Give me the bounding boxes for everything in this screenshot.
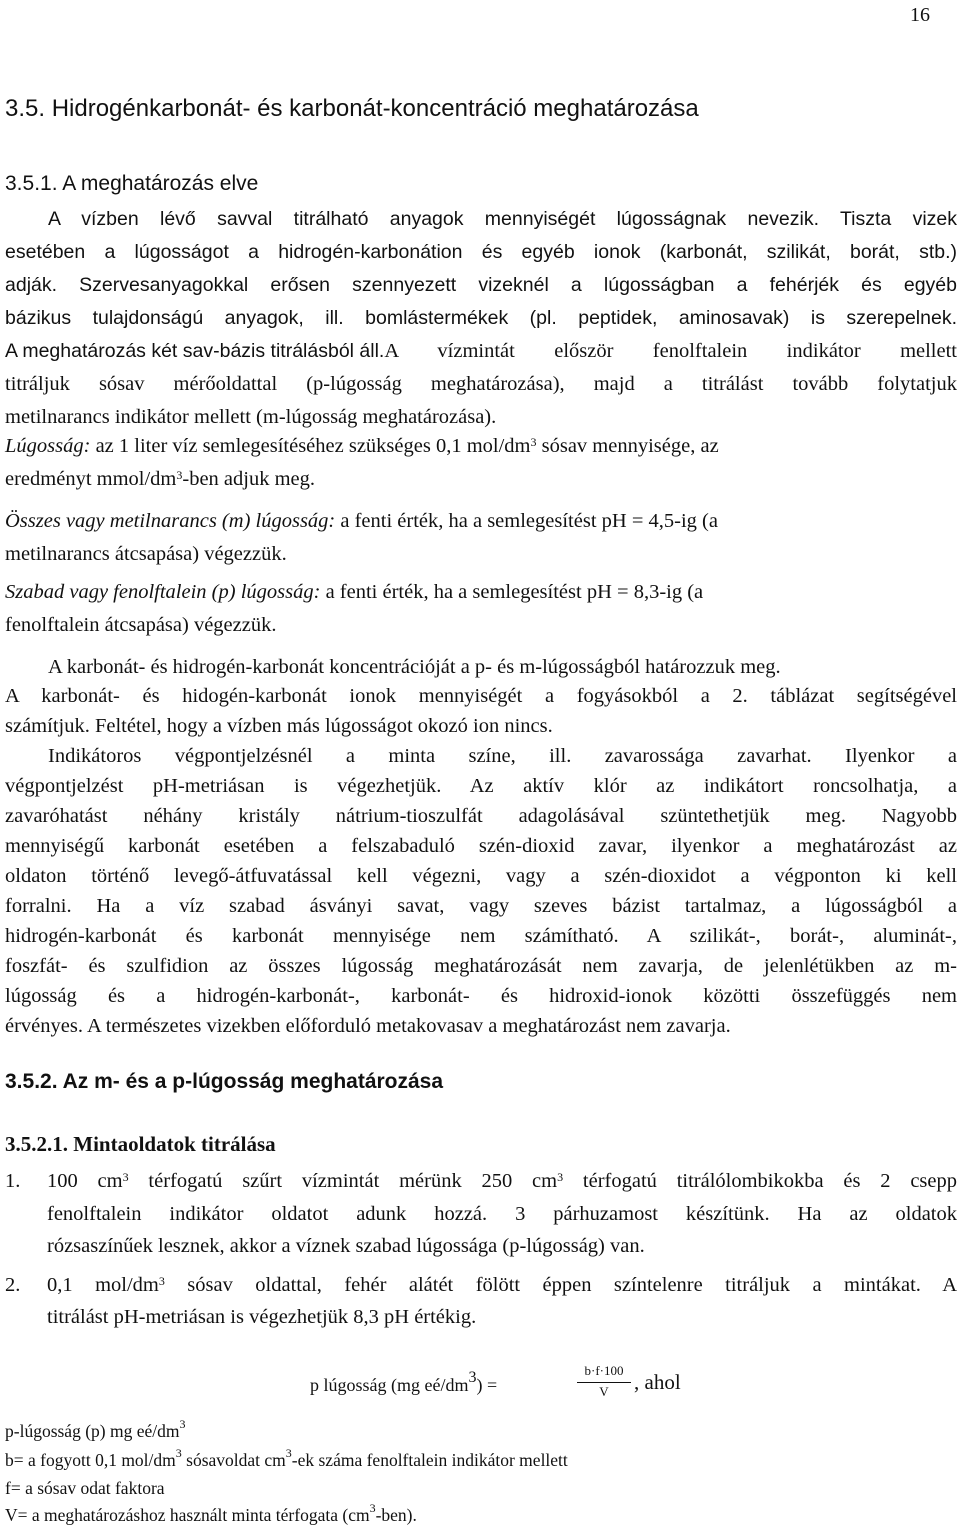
text-line: A karbonát- és hidrogén-karbonát koncentrációját a p- és m-lúgosságból határozzuk meg. [48,656,781,678]
definition-term: Lúgosság: [5,435,91,457]
definition-term: Összes vagy metilnarancs (m) lúgosság: [5,510,336,532]
text-line: esetében a lúgosságot a hidrogén-karbonátion és egyéb ionok (karbonát, szilikát, borát, stb.) [5,241,957,263]
text-line: fenolftalein indikátor oldatot adunk hozzá. 3 párhuzamost készítünk. Ha az oldatok [47,1203,957,1225]
page-number: 16 [910,4,930,26]
subsection-heading-determination: 3.5.2. Az m- és a p-lúgosság meghatározása [5,1070,444,1093]
text-line: zavaróhatást néhány kristály nátrium-tioszulfát adagolásával szüntethetjük meg. Nagyobb [5,805,957,827]
text-line: metilnarancs indikátor mellett (m-lúgosság meghatározása). [5,406,497,428]
formula-numerator: b·f·100 [584,1363,624,1378]
text-line: fenolftalein átcsapása) végezzük. [5,614,277,636]
text-line: Indikátoros végpontjelzésnél a minta színe, ill. zavarossága zavarhat. Ilyenkor a [48,745,957,767]
text-line: forralni. Ha a víz szabad ásványi savat, vagy szeves bázist tartalmaz, a lúgosságból a [5,895,957,917]
list-number: 2. [5,1274,21,1296]
subsubsection-heading-titration: 3.5.2.1. Mintaoldatok titrálása [5,1132,276,1156]
text-line: érvényes. A természetes vizekben előforduló metakovasav a meghatározást nem zavarja. [5,1015,731,1037]
text-line [5,335,957,368]
text-line: rózsaszínűek lesznek, akkor a víznek szabad lúgossága (p-lúgosság) van. [47,1235,645,1257]
text-segment: A vízmintát először fenolftalein indikátor mellett [384,340,957,362]
text-line: A vízben lévő savval titrálható anyagok mennyiségét lúgosságnak nevezik. Tiszta vizek [48,208,957,230]
text-line: 100 $cm^3$ térfogatú szűrt vízmintát mérünk 250 $cm^3$ térfogatú titrálólombikokba és 2 csepp [47,1170,958,1192]
text-line: oldaton történő levegő-átfuvatással kell végezni, vagy a szén-dioxidot a végponton ki kell [5,865,957,887]
text-line: eredményt mmol/$dm^3$-ben adjuk meg. [5,468,316,490]
formula-lhs: p lúgosság (mg $eé/dm^3$) = [310,1369,498,1395]
section-heading: 3.5. Hidrogénkarbonát- és karbonát-koncentráció meghatározása [5,95,699,122]
text-line: Lúgosság: az 1 liter víz semlegesítéséhez szükséges 0,1 mol/$dm^3$ sósav mennyisége, az [5,435,719,457]
text-line: 0,1 mol/$dm^3$ sósav oldattal, fehér alátét fölött éppen színtelenre titráljuk a mintákat. A [47,1274,957,1296]
subsection-heading-principle: 3.5.1. A meghatározás elve [5,172,259,195]
text-line: végpontjelzést pH-metriásan is végezhetjük. Az aktív klór az indikátort roncsolhatja, a [5,775,957,797]
text-line: bázikus tulajdonságú anyagok, ill. bomlástermékek (pl. peptidek, aminosavak) is szerepelnek. [5,307,957,329]
list-number: 1. [5,1170,21,1192]
text-line: titráljuk sósav mérőoldattal (p-lúgosság meghatározása), majd a titrálást tovább folytatjuk [5,373,957,395]
text-line: mennyiségű karbonát esetében a felszabaduló szén-dioxid zavar, ilyenkor a meghatározást az [5,835,957,857]
formula-tail: , ahol [634,1370,681,1394]
text-line: titrálást pH-metriásan is végezhetjük 8,3 pH értékig. [47,1306,477,1328]
fraction-bar [577,1382,631,1383]
text-line: A karbonát- és hidogén-karbonát ionok mennyiségét a fogyásokból a 2. táblázat segítségével [5,685,957,707]
legend-line: p-lúgosság (p) mg $eé/dm^3$ [5,1417,186,1441]
text-line: hidrogén-karbonát és karbonát mennyisége nem számítható. A szilikát-, borát-, aluminát-, [5,925,957,947]
formula-denominator: V [599,1384,609,1399]
text-line: adják. Szervesanyagokkal erősen szennyezett vizeknél a lúgosságban a fehérjék és egyéb [5,274,957,296]
text-line: Szabad vagy fenolftalein (p) lúgosság: a fenti érték, ha a semlegesítést pH = 8,3-ig (a [5,581,704,603]
legend-line: V= a meghatározáshoz használt minta térfogata $(cm^3-ben)$. [5,1501,417,1525]
text-line: számítjuk. Feltétel, hogy a vízben más lúgosságot okozó ion nincs. [5,715,553,737]
text-line: lúgosság és a hidrogén-karbonát-, karbonát- és hidroxid-ionok közötti összefüggés nem [5,985,957,1007]
legend-line: f= a sósav odat faktora [5,1478,165,1498]
text-line: foszfát- és szulfidion az összes lúgosság meghatározását nem zavarja, de jelenlétükben az m- [5,955,957,977]
definition-term: Szabad vagy fenolftalein (p) lúgosság: [5,581,321,603]
legend-line: b= a fogyott 0,1 mol/$dm^3$ sósavoldat $cm^3-ek$ száma fenolftalein indikátor mellett [5,1446,568,1470]
text-segment: A meghatározás két sav-bázis titrálásból áll. [5,340,385,362]
text-line: metilnarancs átcsapása) végezzük. [5,543,287,565]
text-line: Összes vagy metilnarancs (m) lúgosság: a fenti érték, ha a semlegesítést pH = 4,5-ig (a [5,510,718,532]
